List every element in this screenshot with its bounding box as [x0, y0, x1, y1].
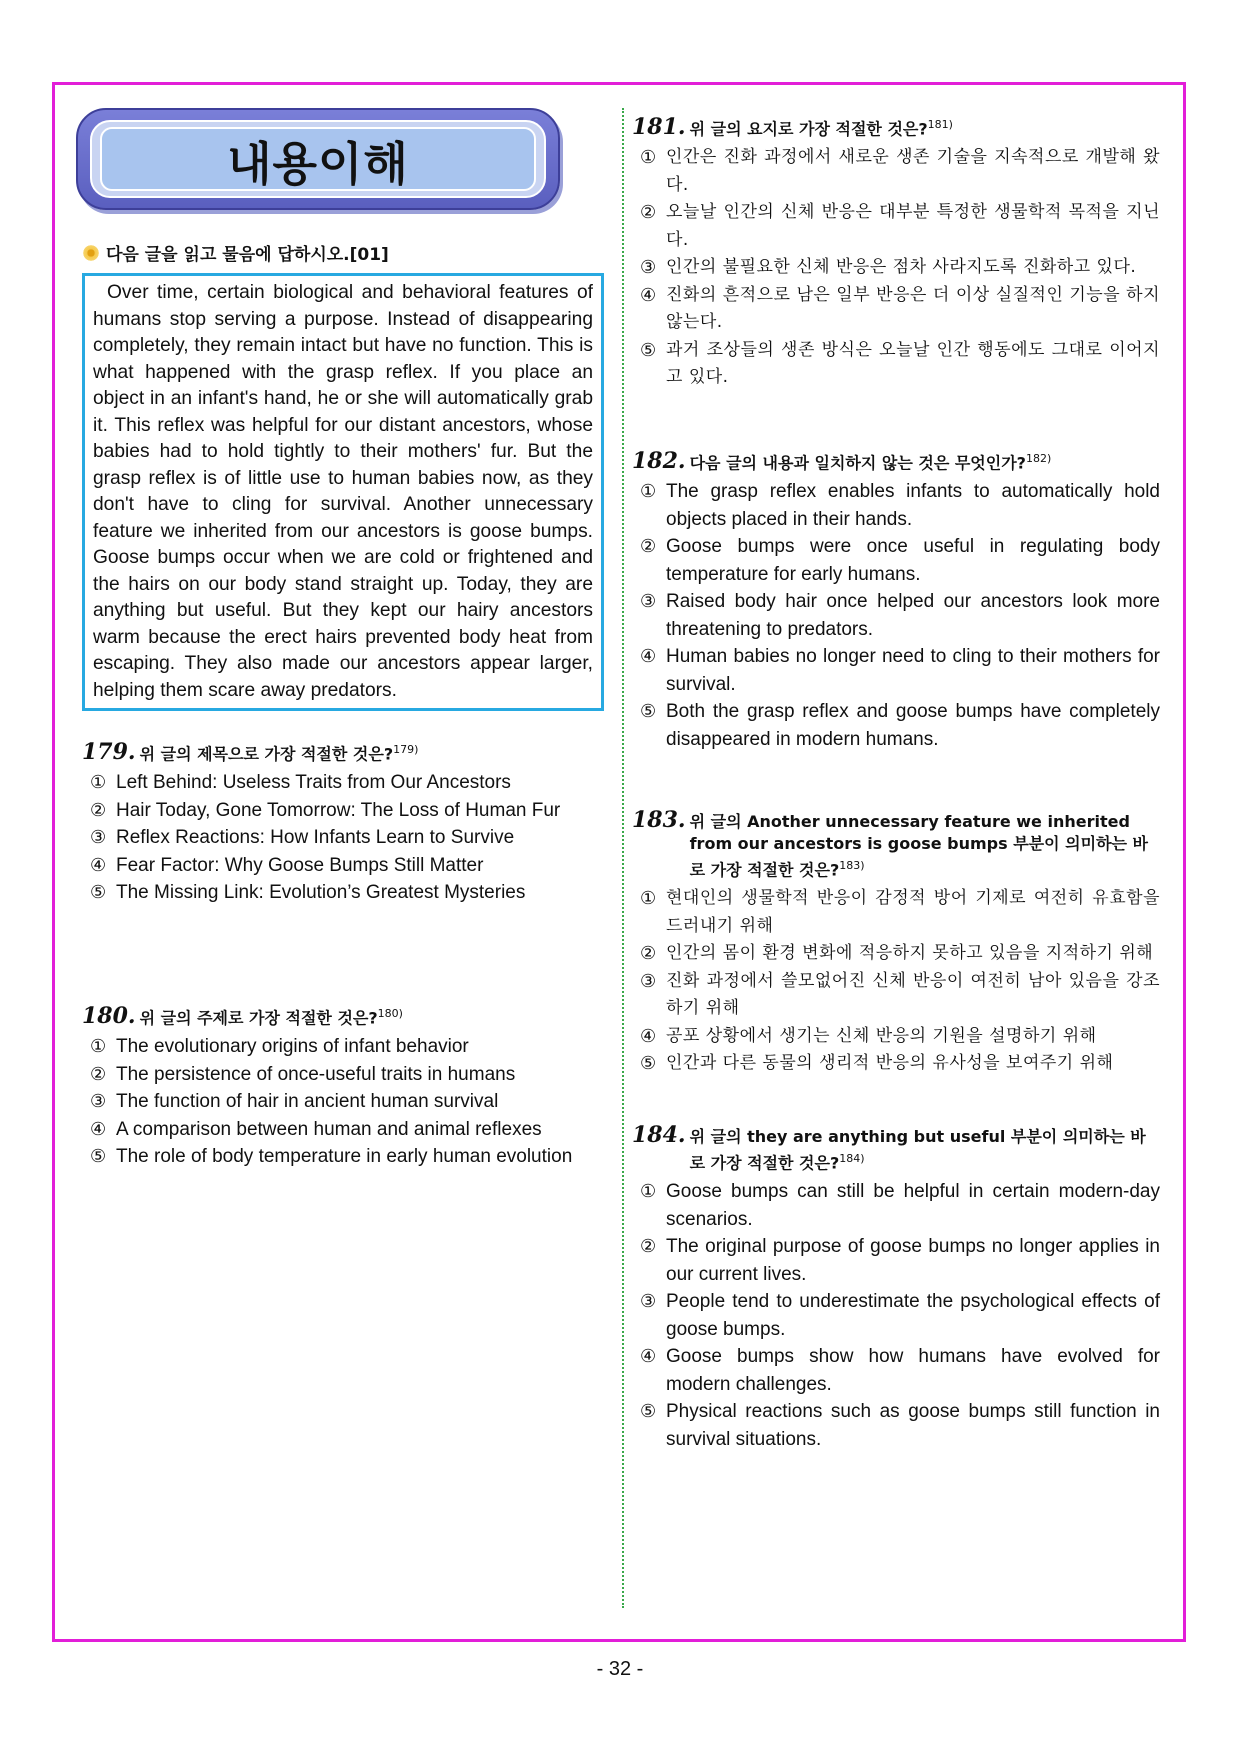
option-2[interactable]: ② The persistence of once-useful traits in humans	[90, 1063, 516, 1085]
option-list	[640, 885, 1160, 1078]
question-stem: 위 글의 요지로 가장 적절한 것은?$^{181)}$	[689, 118, 953, 139]
question-number: 182.	[632, 448, 686, 475]
option-2[interactable]: ② 오늘날 인간의 신체 반응은 대부분 특정한 생물학적 목적을 지닌다.	[640, 202, 1160, 250]
option-2[interactable]: ② The original purpose of goose bumps no longer applies in our current lives.	[640, 1236, 1160, 1285]
option-4[interactable]: ④ 공포 상황에서 생기는 신체 반응의 기원을 설명하기 위해	[640, 1025, 1097, 1047]
question-number: 183.	[632, 807, 686, 834]
question-stem: 위 글의 Another unnecessary feature we inherited from our ancestors is goose bumps 부분이 의미하는 바로 가장 적절한 것은?$^{183)}$	[689, 812, 1149, 880]
question-stem: 위 글의 주제로 가장 적절한 것은?$^{180)}$	[139, 1006, 403, 1028]
option-list	[640, 144, 1160, 392]
flower-icon	[82, 244, 100, 262]
option-1[interactable]: ① The evolutionary origins of infant behavior	[90, 1036, 469, 1058]
option-2[interactable]: ② Hair Today, Gone Tomorrow: The Loss of Human Fur	[90, 799, 561, 821]
question-184	[632, 1121, 1160, 1453]
question-number: 181.	[632, 114, 686, 141]
question-stem: 다음 글의 내용과 일치하지 않는 것은 무엇인가?$^{182)}$	[689, 451, 1052, 473]
question-head	[632, 114, 1160, 141]
option-1[interactable]: ① 인간은 진화 과정에서 새로운 생존 기술을 지속적으로 개발해 왔다.	[640, 147, 1160, 195]
option-3[interactable]: ③ 진화 과정에서 쓸모없어진 신체 반응이 여전히 남아 있음을 강조하기 위해	[640, 970, 1160, 1019]
option-2[interactable]: ② 인간의 몸이 환경 변화에 적응하지 못하고 있음을 지적하기 위해	[640, 943, 1154, 965]
option-1[interactable]: ① 현대인의 생물학적 반응이 감정적 방어 기제로 여전히 유효함을 드러내기 위해	[640, 888, 1160, 936]
section-title: 내용이해	[227, 137, 409, 191]
right-column	[632, 108, 1160, 1453]
option-3[interactable]: ③ 인간의 불필요한 신체 반응은 점차 사라지도록 진화하고 있다.	[640, 257, 1137, 279]
question-stem: 위 글의 they are anything but useful 부분이 의미하는 바로 가장 적절한 것은?$^{184)}$	[689, 1126, 1146, 1173]
option-list	[90, 1033, 604, 1171]
option-5[interactable]: ⑤ 과거 조상들의 생존 방식은 오늘날 인간 행동에도 그대로 이어지고 있다.	[640, 339, 1160, 388]
option-list	[640, 1178, 1160, 1453]
option-5[interactable]: ⑤ The Missing Link: Evolution’s Greatest Mysteries	[90, 882, 526, 904]
question-head	[82, 739, 604, 766]
question-stem: 위 글의 제목으로 가장 적절한 것은?$^{179)}$	[139, 743, 419, 764]
option-list	[90, 769, 604, 907]
section-title-badge	[76, 108, 560, 210]
instruction-text: 다음 글을 읽고 물음에 답하시오.[01]	[106, 245, 389, 265]
option-3[interactable]: ③ Raised body hair once helped our ancestors look more threatening to predators.	[640, 591, 1160, 640]
option-5[interactable]: ⑤ The role of body temperature in early human evolution	[90, 1146, 573, 1168]
question-182	[632, 448, 1160, 753]
option-3[interactable]: ③ The function of hair in ancient human survival	[90, 1091, 499, 1113]
column-divider	[622, 108, 624, 1608]
option-1[interactable]: ① Goose bumps can still be helpful in certain modern-day scenarios.	[640, 1181, 1160, 1230]
page-number: - 32 -	[596, 1658, 644, 1680]
instruction	[82, 240, 604, 265]
option-1[interactable]: ① The grasp reflex enables infants to automatically hold objects placed in their hands.	[640, 481, 1160, 530]
reading-passage: Over time, certain biological and behavioral features of humans stop serving a purpose. Instead of disappearing completely, they remain intact but have no function. This is what happened with the grasp reflex. If you place an object in an infant's hand, he or she will automatically grab it. This reflex was helpful for our distant ancestors, whose babies had to hold tightly to their mothers' fur. But the grasp reflex is of little use to human babies now, as they don't have to cling for survival. Another unnecessary feature we inherited from our ancestors is goose bumps. Goose bumps occur when we are cold or frightened and the hairs on our body stand straight up. Today, they are anything but useful. But they kept our hairy ancestors warm because the erect hairs prevented body heat from escaping. They also made our ancestors appear larger, helping them scare away predators.	[82, 273, 604, 711]
question-181	[632, 114, 1160, 392]
question-183	[632, 807, 1160, 1078]
option-3[interactable]: ③ Reflex Reactions: How Infants Learn to Survive	[90, 827, 515, 849]
option-2[interactable]: ② Goose bumps were once useful in regulating body temperature for early humans.	[640, 536, 1160, 585]
option-4[interactable]: ④ Goose bumps show how humans have evolved for modern challenges.	[640, 1346, 1160, 1395]
option-5[interactable]: ⑤ Physical reactions such as goose bumps still function in survival situations.	[640, 1401, 1160, 1450]
option-1[interactable]: ① Left Behind: Useless Traits from Our Ancestors	[90, 772, 511, 794]
question-180	[82, 1003, 604, 1171]
option-3[interactable]: ③ People tend to underestimate the psychological effects of goose bumps.	[640, 1291, 1160, 1340]
option-list	[640, 478, 1160, 753]
left-column	[82, 108, 604, 1171]
option-5[interactable]: ⑤ 인간과 다른 동물의 생리적 반응의 유사성을 보여주기 위해	[640, 1053, 1114, 1075]
option-5[interactable]: ⑤ Both the grasp reflex and goose bumps have completely disappeared in modern humans.	[640, 701, 1160, 750]
option-4[interactable]: ④ Human babies no longer need to cling to their mothers for survival.	[640, 646, 1160, 695]
question-179	[82, 739, 604, 907]
question-head	[632, 1121, 1160, 1174]
question-number: 184.	[632, 1121, 686, 1148]
option-4[interactable]: ④ A comparison between human and animal reflexes	[90, 1118, 542, 1140]
question-head	[632, 448, 1160, 475]
question-number: 180.	[82, 1003, 136, 1030]
option-4[interactable]: ④ 진화의 흔적으로 남은 일부 반응은 더 이상 실질적인 기능을 하지 않는다.	[640, 284, 1160, 333]
option-4[interactable]: ④ Fear Factor: Why Goose Bumps Still Matter	[90, 854, 484, 876]
question-head	[632, 807, 1160, 881]
question-number: 179.	[82, 739, 136, 766]
question-head	[82, 1003, 604, 1030]
